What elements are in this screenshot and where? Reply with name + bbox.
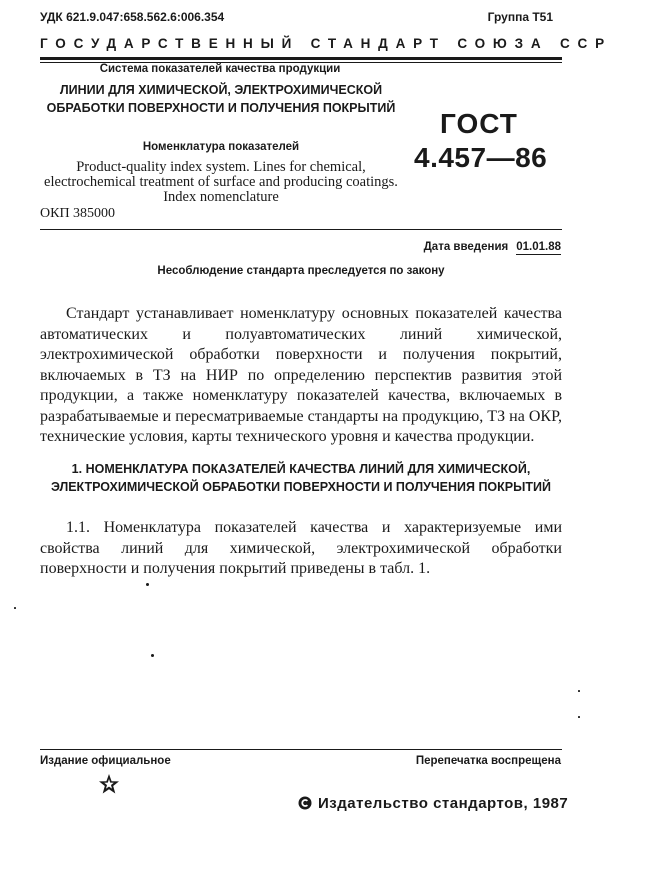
gost-label: ГОСТ bbox=[440, 108, 518, 139]
copyright-icon bbox=[298, 796, 312, 810]
nomenclature-subtitle: Номенклатура показателей bbox=[142, 141, 300, 153]
clause-paragraph: 1.1. Номенклатура показателей качества и характеризуемые ими свойства линий для химической, электрохимической обработки поверхности и получения покрытий приведены в табл. 1. bbox=[40, 519, 562, 577]
scan-speck bbox=[151, 654, 154, 657]
section-heading: 1. НОМЕНКЛАТУРА ПОКАЗАТЕЛЕЙ КАЧЕСТВА ЛИНИЙ ДЛЯ ХИМИЧЕСКОЙ, ЭЛЕКТРОХИМИЧЕСКОЙ ОБРАБОТКИ ПОВЕРХНОСТИ И ПОЛУЧЕНИЯ ПОКРЫТИЙ bbox=[51, 462, 551, 494]
document-title: ЛИНИИ ДЛЯ ХИМИЧЕСКОЙ, ЭЛЕКТРОХИМИЧЕСКОЙ ОБРАБОТКИ ПОВЕРХНОСТИ И ПОЛУЧЕНИЯ ПОКРЫТИЙ bbox=[46, 83, 396, 115]
scan-speck bbox=[146, 583, 149, 586]
title-rule bbox=[40, 229, 562, 230]
copyright-notice bbox=[298, 795, 568, 812]
scope-paragraph: Стандарт устанавливает номенклатуру основных показателей качества автоматических и полуавтоматических линий химической, электрохимической обработки поверхности и получения покрытий, включаемых в ТЗ на НИР по определению перспектив развития этой продукции, а также номенклатуру показателей качества, включаемых в разрабатываемые и пересматриваемые стандарты на продукцию, ТЗ на ОКР, технические условия, карты технического уровня и качества продукции. bbox=[40, 305, 562, 445]
english-title: Product-quality index system. Lines for chemical, electrochemical treatment of surface and producing coatings. Index nomenclature bbox=[44, 159, 398, 205]
gost-number: 4.457—86 bbox=[414, 142, 548, 173]
okp-code: ОКП 385000 bbox=[40, 206, 116, 221]
introduction-date bbox=[424, 241, 561, 253]
scan-speck bbox=[578, 716, 580, 718]
star-emblem-icon bbox=[98, 773, 120, 795]
udk-code: УДК 621.9.047:658.562.6:006.354 bbox=[40, 10, 225, 24]
introduction-date-value: 01.01.88 bbox=[516, 241, 561, 253]
introduction-date-label: Дата введения bbox=[423, 241, 509, 253]
official-edition: Издание официальное bbox=[40, 755, 171, 767]
footer-rule bbox=[40, 749, 562, 750]
group-code: Группа Т51 bbox=[487, 10, 553, 24]
reprint-prohibited: Перепечатка воспрещена bbox=[415, 755, 561, 767]
copyright-text: Издательство стандартов, 1987 bbox=[318, 795, 569, 812]
law-notice: Несоблюдение стандарта преследуется по закону bbox=[157, 265, 445, 277]
header-rule-thick bbox=[40, 57, 562, 60]
scan-speck bbox=[578, 690, 580, 692]
scan-speck bbox=[14, 607, 16, 609]
standard-banner: ГОСУДАРСТВЕННЫЙ СТАНДАРТ СОЮЗА ССР bbox=[40, 36, 612, 51]
system-title: Система показателей качества продукции bbox=[99, 63, 341, 75]
